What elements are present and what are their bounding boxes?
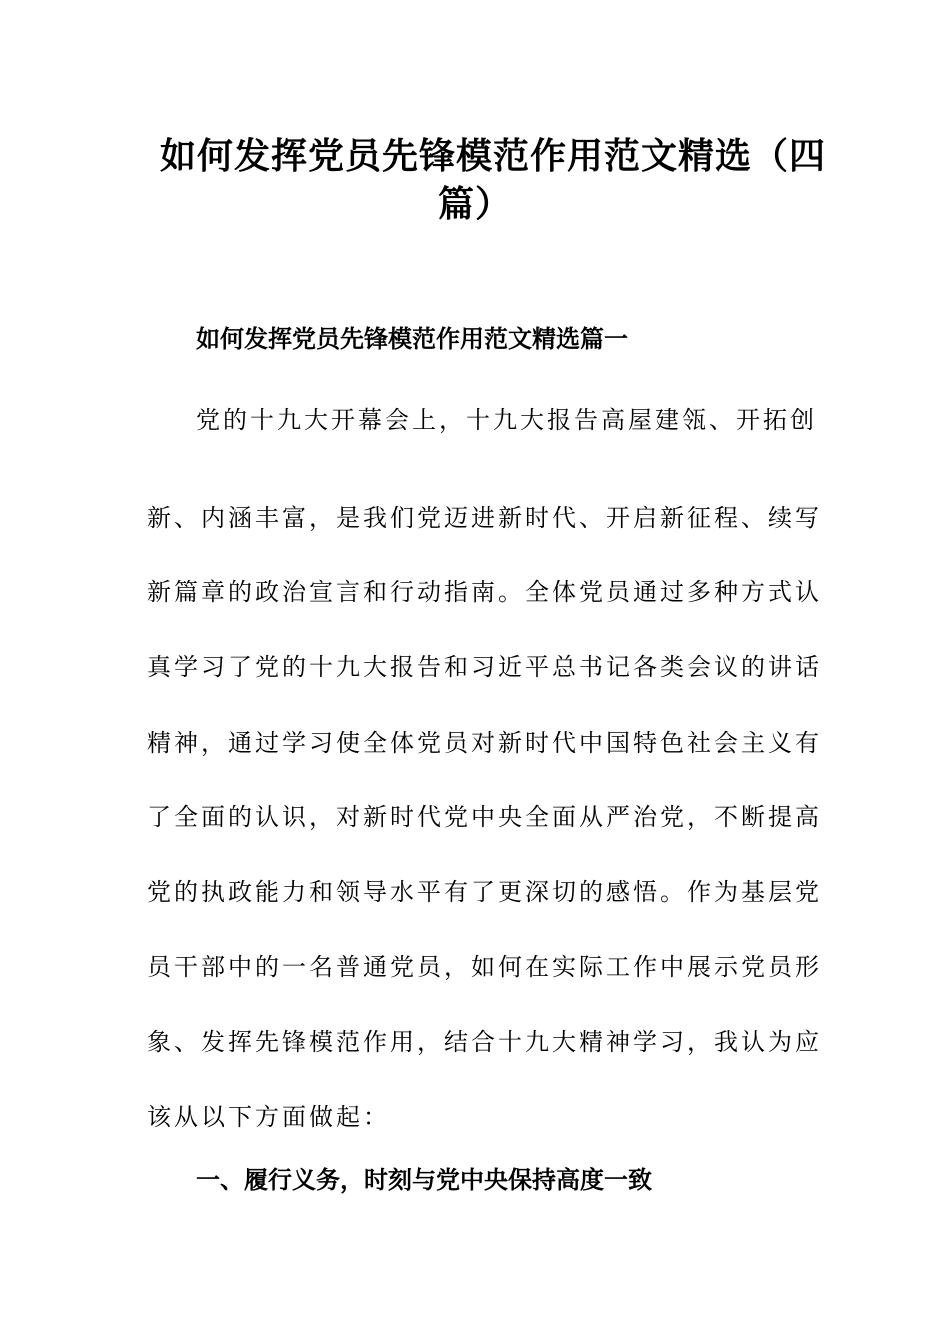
paragraph-line: 真学习了党的十九大报告和习近平总书记各类会议的讲话 bbox=[147, 653, 822, 681]
paragraph-line: 该从以下方面做起： bbox=[147, 1103, 390, 1131]
document-title-line-1: 如何发挥党员先锋模范作用范文精选（四 bbox=[160, 135, 827, 177]
paragraph-line: 党的十九大开幕会上，十九大报告高屋建瓴、开拓创 bbox=[196, 406, 817, 434]
document-title-line-2: 篇） bbox=[437, 183, 512, 225]
paragraph-line: 象、发挥先锋模范作用，结合十九大精神学习，我认为应 bbox=[147, 1028, 822, 1056]
paragraph-line: 新篇章的政治宣言和行动指南。全体党员通过多种方式认 bbox=[147, 578, 822, 606]
paragraph-line: 了全面的认识，对新时代党中央全面从严治党，不断提高 bbox=[147, 803, 822, 831]
paragraph-line: 员干部中的一名普通党员，如何在实际工作中展示党员形 bbox=[147, 953, 822, 981]
paragraph-line: 精神，通过学习使全体党员对新时代中国特色社会主义有 bbox=[147, 729, 822, 757]
section-title: 如何发挥党员先锋模范作用范文精选篇一 bbox=[196, 324, 628, 353]
subheading: 一、履行义务，时刻与党中央保持高度一致 bbox=[196, 1165, 652, 1194]
paragraph-line: 新、内涵丰富，是我们党迈进新时代、开启新征程、续写 bbox=[147, 504, 822, 532]
paragraph-line: 党的执政能力和领导水平有了更深切的感悟。作为基层党 bbox=[147, 878, 822, 906]
